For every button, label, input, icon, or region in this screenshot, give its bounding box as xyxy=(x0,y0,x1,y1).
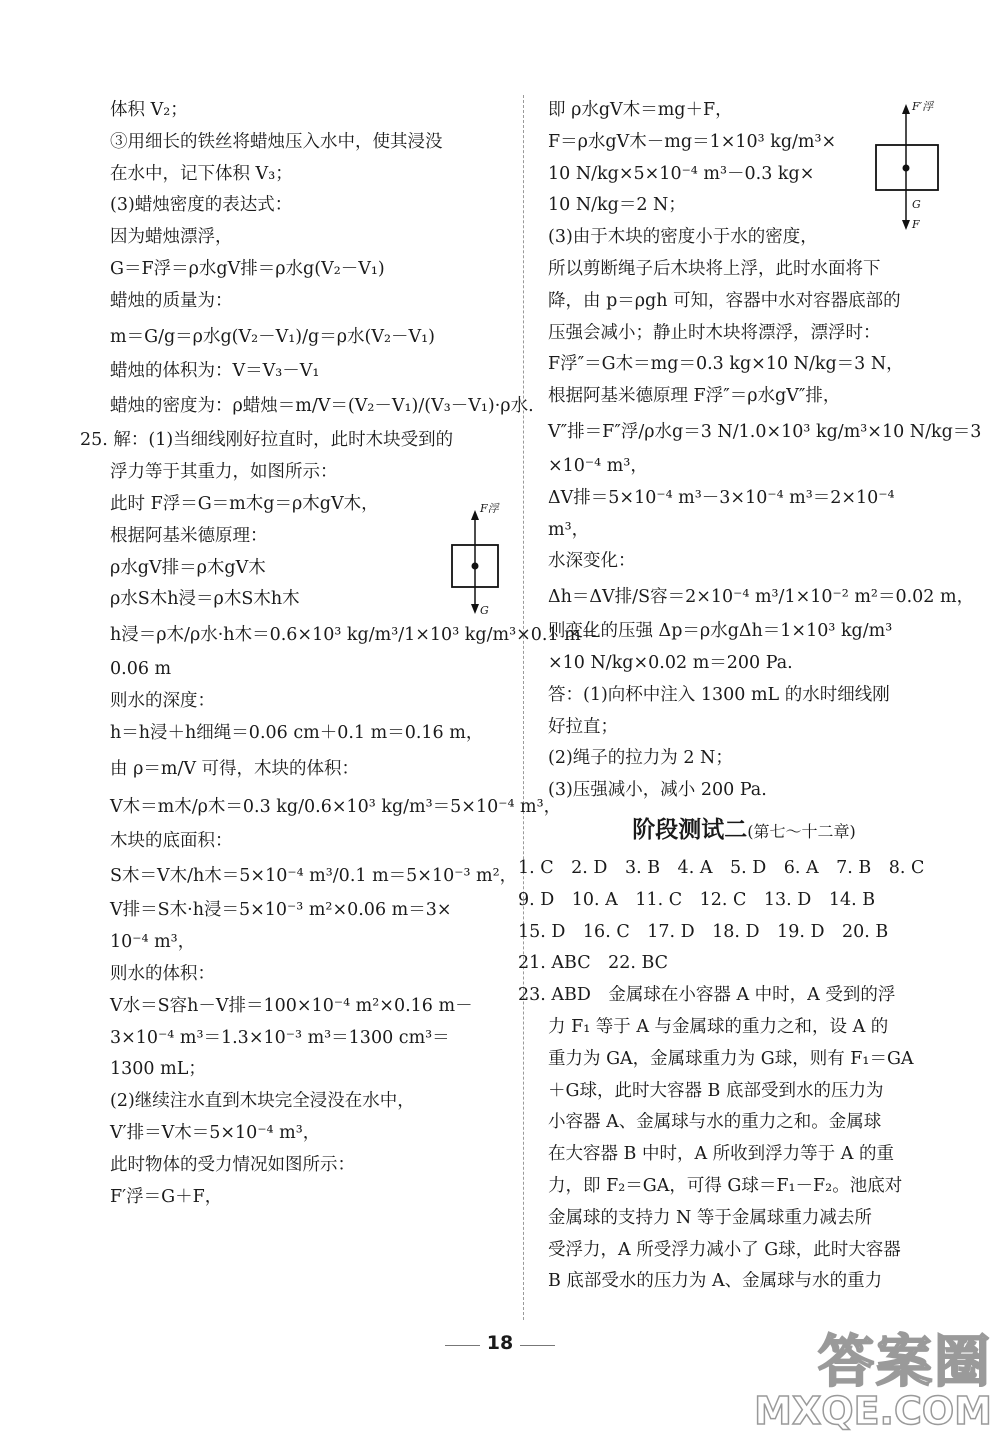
formula-line: 10⁻⁴ m³， xyxy=(110,932,196,953)
answer-line: 金属球的支持力 N 等于金属球重力减去所 xyxy=(548,1207,872,1228)
text-line: 体积 V₂； xyxy=(110,100,188,120)
formula-line: 10 N/kg＝2 N； xyxy=(548,195,686,216)
text-line: (3)压强减小，减小 200 Pa. xyxy=(548,780,767,801)
formula-line: V′排＝V木＝5×10⁻⁴ m³， xyxy=(110,1122,321,1143)
text-line: 好拉直； xyxy=(548,716,618,737)
formula-line: V木＝m木/ρ木＝0.3 kg/0.6×10³ kg/m³＝5×10⁻⁴ m³， xyxy=(110,796,562,817)
page-number-rule-right xyxy=(520,1345,555,1346)
answer-line: 1. C 2. D 3. B 4. A 5. D 6. A 7. B 8. C xyxy=(518,857,925,878)
text-line: 因为蜡烛漂浮， xyxy=(110,227,233,248)
formula-line: 0.06 m xyxy=(110,659,172,680)
text-line: 水深变化： xyxy=(548,551,636,572)
answer-line: 23. ABD 金属球在小容器 A 中时，A 受到的浮 xyxy=(518,985,896,1006)
answer-line: 力 F₁ 等于 A 与金属球的重力之和，设 A 的 xyxy=(548,1016,889,1037)
force-diagram-floating xyxy=(440,498,510,623)
formula-line: V″排＝F″浮/ρ水g＝3 N/1.0×10³ kg/m³×10 N/kg＝3 xyxy=(548,421,982,442)
text-line: 木块的底面积： xyxy=(110,830,233,851)
section-title-sub: (第七～十二章) xyxy=(747,821,856,841)
formula-line: m＝G/g＝ρ水g(V₂－V₁)/g＝ρ水(V₂－V₁) xyxy=(110,326,435,347)
formula-line: h浸＝ρ木/ρ水·h木＝0.6×10³ kg/m³/1×10³ kg/m³×0.1 m＝ xyxy=(110,625,599,646)
section-title-main: 阶段测试二 xyxy=(632,816,748,843)
formula-line: ρ水S木h浸＝ρ木S木h木 xyxy=(110,589,300,610)
formula-line: V水＝S容h－V排＝100×10⁻⁴ m²×0.16 m－ xyxy=(110,995,473,1016)
watermark-text-cn: 答案圈 xyxy=(818,1330,992,1395)
force-diagram-svg xyxy=(868,98,948,238)
formula-line: 3×10⁻⁴ m³＝1.3×10⁻³ m³＝1300 cm³＝ xyxy=(110,1027,450,1048)
text-line: 蜡烛的质量为： xyxy=(110,290,233,311)
formula-line: F′浮＝G＋F， xyxy=(110,1186,223,1207)
formula-line: 即 ρ水gV木＝mg＋F， xyxy=(548,100,733,120)
force-diagram-submerged xyxy=(868,98,948,238)
formula-line: 10 N/kg×5×10⁻⁴ m³－0.3 kg× xyxy=(548,163,815,184)
text-line: 在水中，记下体积 V₃； xyxy=(110,163,293,184)
text-line: 所以剪断绳子后木块将上浮，此时水面将下 xyxy=(548,258,881,279)
text-line: 蜡烛的体积为：V＝V₃－V₁ xyxy=(110,360,320,381)
text-line: 答：(1)向杯中注入 1300 mL 的水时细线刚 xyxy=(548,684,890,705)
formula-line: 则变化的压强 Δp＝ρ水gΔh＝1×10³ kg/m³ xyxy=(548,621,893,642)
watermark-logo xyxy=(727,1318,992,1433)
text-line: 压强会减小；静止时木块将漂浮，漂浮时： xyxy=(548,322,881,343)
tension-label: F xyxy=(912,218,920,231)
formula-line: F浮″＝G木＝mg＝0.3 kg×10 N/kg＝3 N， xyxy=(548,354,904,375)
question-25-line: 25. 解：(1)当细线刚好拉直时，此时木块受到的 xyxy=(80,430,454,451)
formula-line: 此时 F浮＝G＝m木g＝ρ木gV木， xyxy=(110,493,379,514)
text-line: ③用细长的铁丝将蜡烛压入水中，使其浸没 xyxy=(110,131,443,152)
watermark-text-url: MXQE.COM xyxy=(754,1389,992,1433)
formula-line: S木＝V木/h木＝5×10⁻⁴ m³/0.1 m＝5×10⁻³ m²， xyxy=(110,866,518,887)
formula-line: Δh＝ΔV排/S容＝2×10⁻⁴ m³/1×10⁻² m²＝0.02 m， xyxy=(548,587,975,608)
answer-line: 受浮力，A 所受浮力减小了 G球，此时大容器 xyxy=(548,1239,901,1260)
answer-line: B 底部受水的压力为 A、金属球与水的重力 xyxy=(548,1271,883,1292)
formula-line: G＝F浮＝ρ水gV排＝ρ水g(V₂－V₁) xyxy=(110,258,385,279)
text-line: 由 ρ＝m/V 可得，木块的体积： xyxy=(110,758,360,779)
formula-line: ΔV排＝5×10⁻⁴ m³－3×10⁻⁴ m³＝2×10⁻⁴ xyxy=(548,487,895,508)
force-diagram-svg xyxy=(440,498,510,623)
answer-line: 在大容器 B 中时，A 所收到浮力等于 A 的重 xyxy=(548,1144,894,1165)
text-line: 降，由 p＝ρgh 可知，容器中水对容器底部的 xyxy=(548,290,901,311)
formula-line: 根据阿基米德原理 F浮″＝ρ水gV″排， xyxy=(548,386,841,407)
text-line: 此时物体的受力情况如图所示： xyxy=(110,1154,355,1175)
text-line: (3)蜡烛密度的表达式： xyxy=(110,195,293,216)
page-number: 18 xyxy=(486,1332,514,1354)
formula-line: V排＝S木·h浸＝5×10⁻³ m²×0.06 m＝3× xyxy=(110,900,452,921)
text-line: 浮力等于其重力，如图所示： xyxy=(110,462,338,483)
text-line: 则水的体积： xyxy=(110,963,215,984)
text-line: 根据阿基米德原理： xyxy=(110,525,268,546)
right-column xyxy=(518,95,982,1298)
formula-line: ×10 N/kg×0.02 m＝200 Pa. xyxy=(548,652,793,673)
text-line: (3)由于木块的密度小于水的密度， xyxy=(548,227,818,248)
text-line: 则水的深度： xyxy=(110,690,215,711)
section-title xyxy=(548,807,940,853)
answer-line: 重力为 GA，金属球重力为 G球，则有 F₁＝GA xyxy=(548,1048,914,1069)
formula-line: h＝h浸＋h细绳＝0.06 cm＋0.1 m＝0.16 m， xyxy=(110,722,484,743)
column-divider xyxy=(523,95,524,1320)
buoyancy-label: F′浮 xyxy=(912,100,934,113)
text-line: (2)绳子的拉力为 2 N； xyxy=(548,748,733,769)
answer-line: 9. D 10. A 11. C 12. C 13. D 14. B xyxy=(518,889,876,910)
formula-line: m³， xyxy=(548,519,590,540)
buoyancy-label: F浮 xyxy=(480,502,499,515)
text-line: (2)继续注水直到木块完全浸没在水中， xyxy=(110,1091,415,1112)
answer-line: 21. ABC 22. BC xyxy=(518,953,669,974)
gravity-label: G xyxy=(480,604,489,617)
answer-line: 小容器 A、金属球与水的重力之和。金属球 xyxy=(548,1112,882,1133)
formula-line: ρ水gV排＝ρ木gV木 xyxy=(110,557,266,578)
gravity-label: G xyxy=(912,198,921,211)
answer-line: 15. D 16. C 17. D 18. D 19. D 20. B xyxy=(518,921,889,942)
formula-line: F＝ρ水gV木－mg＝1×10³ kg/m³× xyxy=(548,131,837,152)
formula-line: 1300 mL； xyxy=(110,1059,206,1080)
answer-line: ＋G球，此时大容器 B 底部受到水的压力为 xyxy=(548,1080,884,1101)
formula-line: ×10⁻⁴ m³， xyxy=(548,455,648,476)
answer-line: 力，即 F₂＝GA，可得 G球＝F₁－F₂。池底对 xyxy=(548,1175,903,1196)
formula-line: 蜡烛的密度为：ρ蜡烛＝m/V＝(V₂－V₁)/(V₃－V₁)·ρ水. xyxy=(110,396,534,417)
